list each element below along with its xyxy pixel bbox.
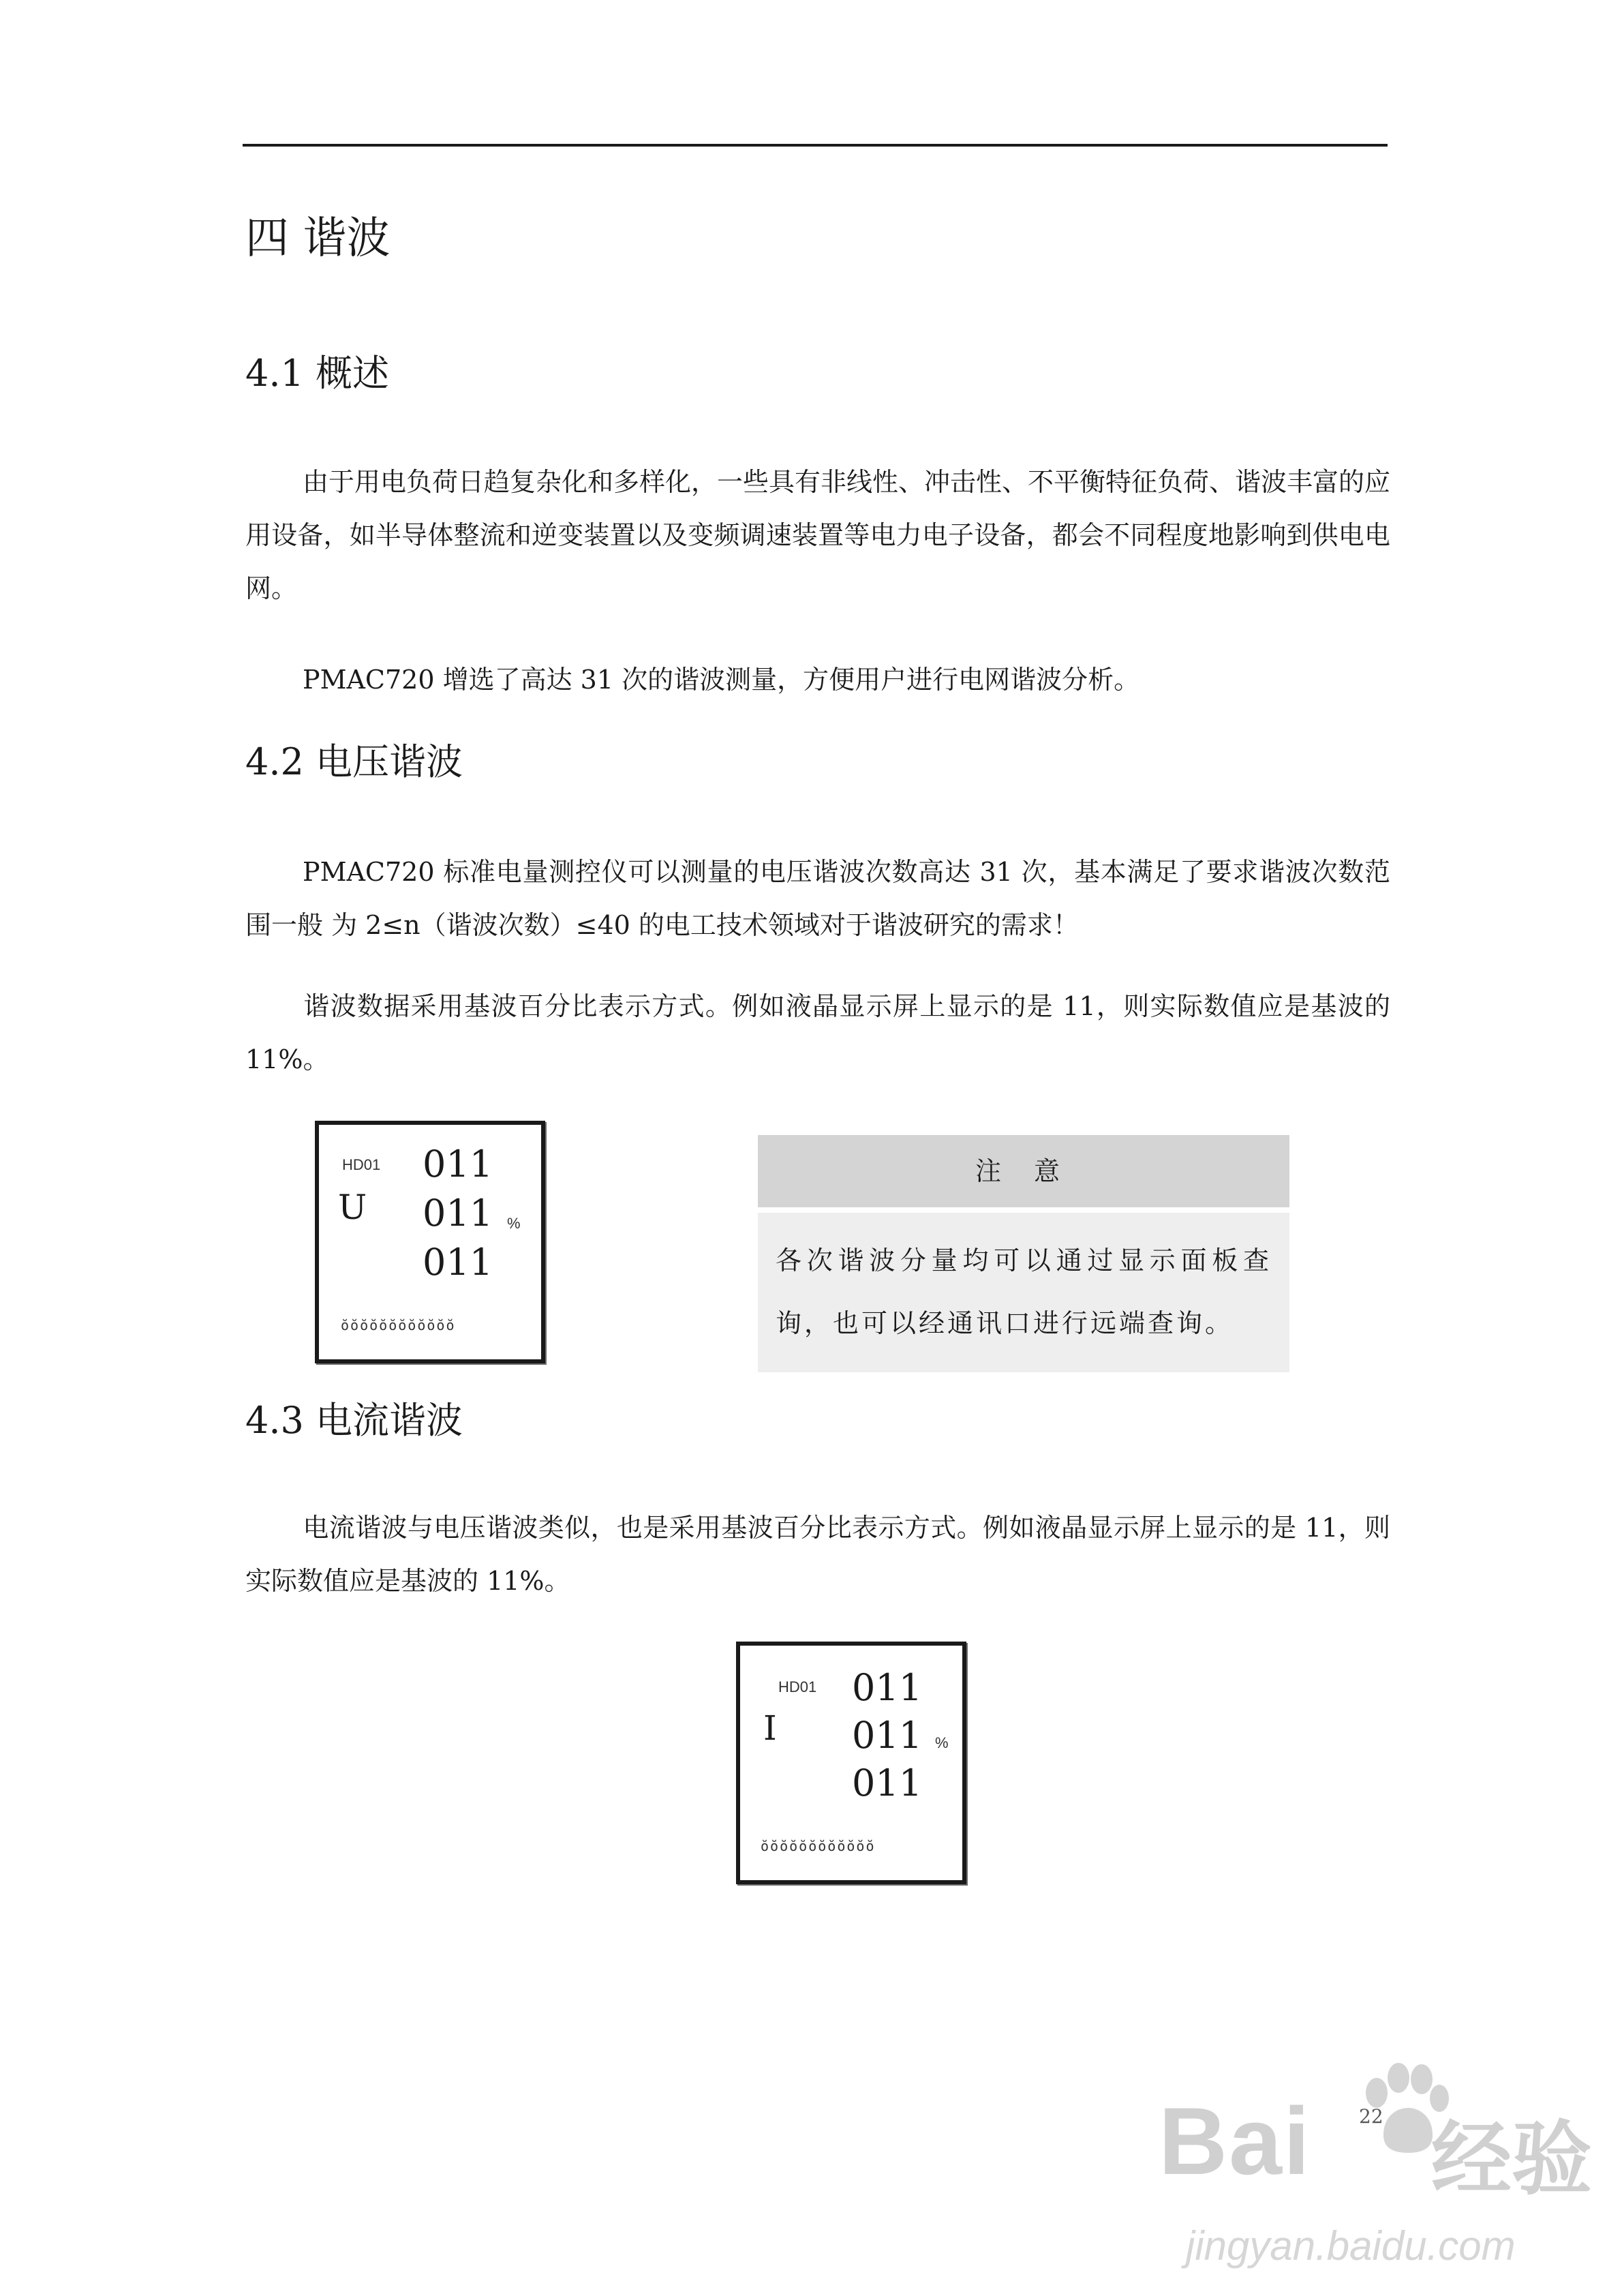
lcd-phase-letter: I	[763, 1708, 777, 1748]
lcd-value-3: 011	[852, 1762, 923, 1804]
paragraph-pmac-harmonics-text: PMAC720 增选了高达 31 次的谐波测量，方便用户进行电网谐波分析。	[303, 665, 1140, 695]
note-title: 注 意	[758, 1135, 1289, 1207]
lcd-value-1: 011	[852, 1666, 923, 1709]
lcd-unit-percent: %	[935, 1734, 949, 1751]
lcd-display-voltage	[315, 1121, 545, 1363]
paragraph-voltage-harmonics-text: PMAC720 标准电量测控仪可以测量的电压谐波次数高达 31 次，基本满足了要求谐波次数范围一般 为 2≤n（谐波次数）≤40 的电工技术领域对于谐波研究的需求！	[245, 857, 1390, 940]
lcd-value-1: 011	[423, 1143, 493, 1185]
lcd-value-2: 011	[423, 1192, 493, 1235]
lcd-value-2: 011	[852, 1714, 923, 1757]
baidu-watermark	[1159, 2059, 1595, 2277]
header-rule	[243, 144, 1388, 147]
lcd-display-current	[736, 1642, 966, 1884]
page-number: 22	[1359, 2105, 1383, 2128]
paragraph-current-harmonics-text: 电流谐波与电压谐波类似，也是采用基波百分比表示方式。例如液晶显示屏上显示的是 11，则实际数值应是基波的 11%。	[245, 1513, 1390, 1596]
note-box	[758, 1135, 1289, 1372]
paragraph-percentage-format-text: 谐波数据采用基波百分比表示方式。例如液晶显示屏上显示的是 11，则实际数值应是基波的 11%。	[245, 991, 1390, 1074]
section-heading-4-2: 4.2 电压谐波	[245, 740, 463, 783]
paragraph-overview	[245, 455, 1390, 615]
paragraph-percentage-format	[245, 980, 1390, 1086]
section-heading-4-1: 4.1 概述	[245, 352, 390, 395]
watermark-brand-suffix: 经验	[1431, 2112, 1593, 2206]
lcd-tag: HD01	[342, 1156, 381, 1173]
watermark-brand: Bai	[1159, 2087, 1311, 2194]
lcd-segment-row: ŏŏŏŏŏŏŏŏŏŏŏŏ	[341, 1317, 456, 1333]
watermark-url: jingyan.baidu.com	[1186, 2223, 1516, 2269]
lcd-phase-letter: U	[338, 1188, 367, 1227]
lcd-segment-row: ŏŏŏŏŏŏŏŏŏŏŏŏ	[761, 1838, 876, 1854]
lcd-tag: HD01	[778, 1678, 817, 1695]
lcd-value-3: 011	[423, 1241, 493, 1284]
paragraph-overview-text: 由于用电负荷日趋复杂化和多样化，一些具有非线性、冲击性、不平衡特征负荷、谐波丰富的应用设备，如半导体整流和逆变装置以及变频调速装置等电力电子设备，都会不同程度地影响到供电电网。	[245, 467, 1391, 603]
chapter-title: 四 谐波	[245, 213, 391, 264]
paragraph-pmac-harmonics	[245, 653, 1390, 706]
lcd-unit-percent: %	[507, 1215, 521, 1232]
section-heading-4-3: 4.3 电流谐波	[245, 1399, 463, 1442]
paragraph-voltage-harmonics	[245, 845, 1390, 952]
note-body: 各次谐波分量均可以通过显示面板查询，也可以经通讯口进行远端查询。	[758, 1213, 1289, 1372]
paragraph-current-harmonics	[245, 1501, 1390, 1607]
